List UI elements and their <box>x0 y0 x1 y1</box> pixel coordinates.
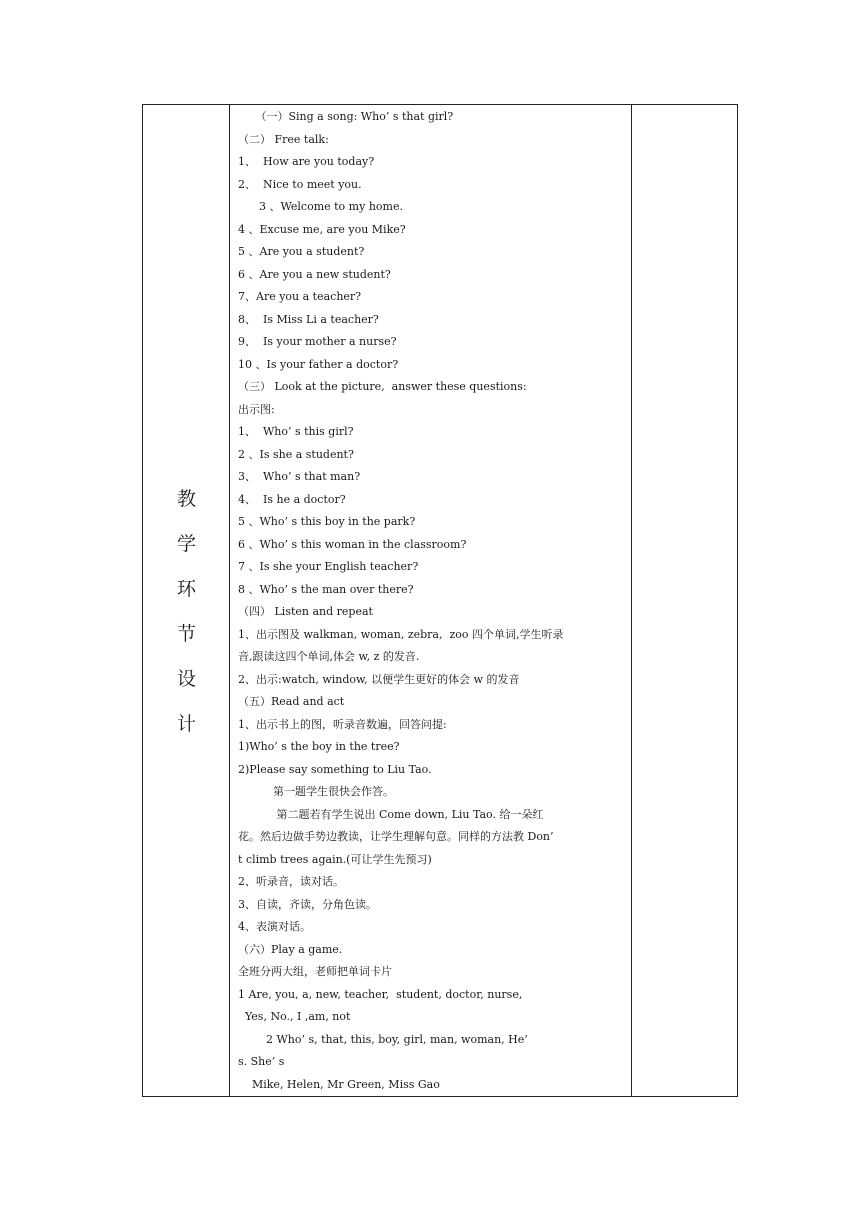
content-line: 2)Please say something to Liu Tao. <box>238 762 432 776</box>
content-line: 7、Are you a teacher? <box>238 290 362 303</box>
content-line: 第二题若有学生说出 Come down, Liu Tao. 给一朵红 <box>238 807 544 821</box>
content-line: （六）Play a game. <box>238 942 343 956</box>
content-line: 6 、Are you a new student? <box>238 267 391 281</box>
content-line: 第一题学生很快会作答。 <box>238 785 394 798</box>
content-line: 6 、Who’ s this woman in the classroom? <box>238 537 467 551</box>
content-line: 音,跟读这四个单词,体会 w, z 的发音. <box>238 650 420 663</box>
section-label-char: 学 <box>176 533 196 555</box>
section-label-char: 节 <box>176 623 196 645</box>
content-line: （四） Listen and repeat <box>238 605 373 618</box>
section-label-char: 环 <box>176 578 196 600</box>
content-line: Mike, Helen, Mr Green, Miss Gao <box>238 1077 440 1091</box>
content-line: 2、出示:watch, window, 以便学生更好的体会 w 的发音 <box>238 672 520 686</box>
content-line: （一）Sing a song: Who’ s that girl? <box>238 110 454 123</box>
content-line: t climb trees again.(可让学生先预习) <box>238 852 432 866</box>
content-line: 10 、Is your father a doctor? <box>238 357 399 371</box>
content-line: 3、 Who’ s that man? <box>238 470 361 483</box>
content-line: 8 、Who’ s the man over there? <box>238 582 414 596</box>
content-line: 3、自读，齐读，分角色读。 <box>238 897 377 911</box>
content-line: s. She’ s <box>238 1055 285 1068</box>
content-line: 2 、Is she a student? <box>238 447 354 461</box>
content-line: 全班分两大组，老师把单词卡片 <box>238 965 392 978</box>
content-line: 2 Who’ s, that, this, boy, girl, man, woman, He’ <box>238 1032 528 1046</box>
content-line: Yes, No., I ,am, not <box>238 1010 351 1023</box>
lesson-content <box>238 106 630 1096</box>
content-line: 4、表演对话。 <box>238 920 311 933</box>
content-line: 1、 How are you today? <box>238 155 375 168</box>
content-line: 2、听录音，读对话。 <box>238 875 344 888</box>
content-line: 9、 Is your mother a nurse? <box>238 335 397 348</box>
content-line: 8、 Is Miss Li a teacher? <box>238 312 379 326</box>
section-label-char: 设 <box>176 668 196 690</box>
content-line: （五）Read and act <box>238 695 345 708</box>
content-line: 5 、Are you a student? <box>238 245 365 258</box>
content-line: 7 、Is she your English teacher? <box>238 560 419 573</box>
content-line: 3 、Welcome to my home. <box>238 200 403 213</box>
content-line: （三） Look at the picture, answer these questions: <box>238 380 527 393</box>
content-line: 4、 Is he a doctor? <box>238 492 346 506</box>
content-line: 4 、Excuse me, are you Mike? <box>238 222 406 236</box>
content-line: （二） Free talk: <box>238 132 329 146</box>
content-line: 花。然后边做手势边教读，让学生理解句意。同样的方法教 Don’ <box>238 830 554 843</box>
content-line: 5 、Who’ s this boy in the park? <box>238 515 416 528</box>
section-label-char: 教 <box>176 488 196 510</box>
content-line: 1、出示书上的图，听录音数遍，回答问提: <box>238 717 447 731</box>
content-line: 1)Who’ s the boy in the tree? <box>238 740 400 753</box>
content-line: 1、 Who’ s this girl? <box>238 425 354 438</box>
section-label <box>143 477 230 747</box>
content-line: 1、出示图及 walkman, woman, zebra, zoo 四个单词,学生听录 <box>238 627 564 641</box>
lesson-table <box>142 104 738 1097</box>
section-label-char: 计 <box>176 713 196 735</box>
content-line: 1 Are, you, a, new, teacher, student, doctor, nurse, <box>238 987 523 1001</box>
notes-cell <box>631 105 737 1096</box>
content-line: 出示图: <box>238 402 275 416</box>
content-line: 2、 Nice to meet you. <box>238 177 362 191</box>
section-label-cell <box>143 105 230 1096</box>
